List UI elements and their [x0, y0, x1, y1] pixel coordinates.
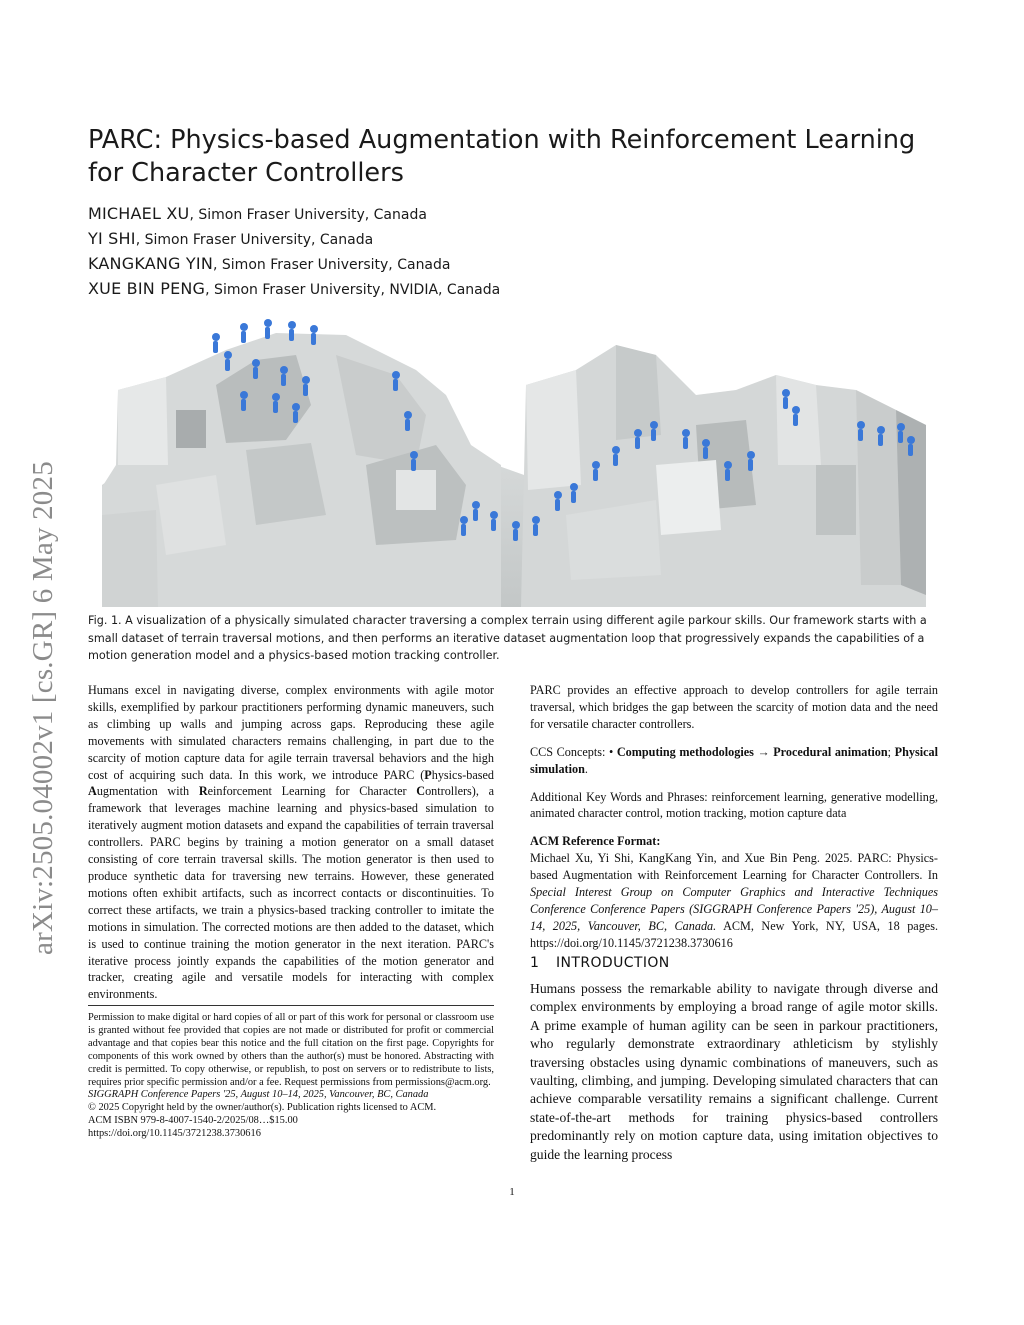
figure-caption: Fig. 1. A visualization of a physically simulated character traversing a complex terrain using different agile parkour skills. Our framework starts with a small dataset of terrain traversal motions, and then performs an iterative dataset augmentation loop that progressively expands the capabilities of a motion generation model and a physics-based motion tracking controller. — [88, 614, 927, 662]
isbn-line: ACM ISBN 979-8-4007-1540-2/2025/08…$15.00 — [88, 1115, 298, 1127]
additional-keywords: Additional Key Words and Phrases: reinforcement learning, generative modelling, animated character control, motion tracking, motion capture data — [530, 789, 938, 821]
abstract-paragraph: Humans excel in navigating diverse, complex environments with agile motor skills, exemplified by parkour practitioners performing dynamic maneuvers, such as climbing up walls and jumping across gaps. Reproducing these agile movements with simulated characters remains challenging, in part due to the scarcity of motion capture data for agile terrain traversal behaviors and the high cost of acquiring such data. In this work, we introduce PARC (Physics-based Augmentation with Reinforcement Learning for Character Controllers), a framework that leverages machine learning and physics-based simulation to iteratively augment motion datasets and expand the capabilities of terrain traversal controllers. PARC begins by training a motion generator on a small dataset consisting of core terrain traversal skills. The motion generator is then used to produce synthetic data for traversing new terrains. However, these generated motions often exhibit artifacts, such as incorrect contacts or discontinuities. To correct these artifacts, we train a physics-based tracking controller to imitate the motions in simulation. The corrected motions are then added to the dataset, which is used to continue training the motion generator in the next iteration. PARC's iterative process jointly expands the capabilities of the motion generator and tracker, creating agile and versatile models for interacting with complex environments. — [88, 683, 494, 1002]
author-list — [88, 202, 948, 302]
author-affiliation: , Simon Fraser University, Canada — [213, 257, 451, 273]
right-column-front-matter — [530, 682, 938, 952]
acm-reference-format — [530, 833, 938, 951]
abstract-paragraph-continued: PARC provides an effective approach to develop controllers for agile terrain traversal, which bridges the gap between the scarcity of motion data and the need for versatile character controllers. — [530, 683, 938, 731]
doi-link[interactable]: https://doi.org/10.1145/3721238.3730616 — [88, 1128, 261, 1140]
abstract-column — [88, 682, 494, 1014]
reference-heading: ACM Reference Format: — [530, 834, 661, 849]
conference-line: SIGGRAPH Conference Papers '25, August 10–14, 2025, Vancouver, BC, Canada — [88, 1089, 429, 1101]
paper-title: PARC: Physics-based Augmentation with Reinforcement Learning for Character Controllers — [88, 125, 916, 188]
footnote-divider — [88, 1005, 494, 1006]
copyright-line: © 2025 Copyright held by the owner/author(s). Publication rights licensed to ACM. — [88, 1102, 437, 1114]
section-heading-introduction: 1 INTRODUCTION — [530, 955, 670, 971]
terrain-right-massif — [521, 345, 926, 607]
introduction-paragraph: Humans possess the remarkable ability to navigate through diverse and complex environments by employing a broad range of agile motor skills. A prime example of human agility can be seen in parkour practitioners, who regularly demonstrate extraordinary athleticism by stylishly traversing obstacles using dynamic combinations of maneuvers, such as vaulting, climbing, and jumping. Developing simulated characters that can achieve comparable versatility remains a significant challenge. Current state-of-the-art methods for training physics-based controllers predominantly rely on motion capture data, using imitation objectives to guide the learning process — [530, 981, 938, 1162]
teaser-figure-terrain — [96, 315, 934, 610]
author-name: XUE BIN PENG — [88, 279, 206, 298]
author-affiliation: , Simon Fraser University, Canada — [135, 232, 374, 248]
author-affiliation: , Simon Fraser University, NVIDIA, Canada — [205, 282, 501, 298]
reference-text: Michael Xu, Yi Shi, KangKang Yin, and Xue Bin Peng. 2025. PARC: Physics-based Augmentation with Reinforcement Learning for Character Controllers. In Special Interest Group on Computer Graphics and Interactive Techniques Conference Conference Papers (SIGGRAPH Conference Papers '25), August 10–14, 2025, Vancouver, BC, Canada. ACM, New York, NY, USA, 18 pages. https://doi.org/10.1145/3721238.3730616 — [530, 851, 939, 950]
author-entry — [88, 277, 948, 302]
page-number: 1 — [509, 1186, 515, 1198]
copyright-footnote — [88, 1012, 494, 1141]
author-name: YI SHI — [88, 229, 136, 248]
author-name: MICHAEL XU — [88, 204, 190, 223]
author-affiliation: , Simon Fraser University, Canada — [189, 207, 427, 223]
author-entry — [88, 227, 948, 252]
author-name: KANGKANG YIN — [88, 254, 213, 273]
author-entry — [88, 252, 948, 277]
author-entry — [88, 202, 948, 227]
terrain-left-massif — [102, 333, 501, 607]
ccs-concepts: CCS Concepts: • Computing methodologies → Procedural animation; Physical simulation. — [530, 744, 938, 776]
arxiv-identifier-stamp: arXiv:2505.04002v1 [cs.GR] 6 May 2025 — [27, 461, 59, 955]
permission-notice: Permission to make digital or hard copies of all or part of this work for personal or classroom use is granted without fee provided that copies are not made or distributed for profit or commercial advantage and that copies bear this notice and the full citation on the first page. Copyrights for components of this work owned by others than the author(s) must be honored. Abstracting with credit is permitted. To copy otherwise, or republish, to post on servers or to redistribute to lists, requires prior specific permission and/or a fee. Request permissions from permissions@acm.org. — [88, 1012, 494, 1088]
